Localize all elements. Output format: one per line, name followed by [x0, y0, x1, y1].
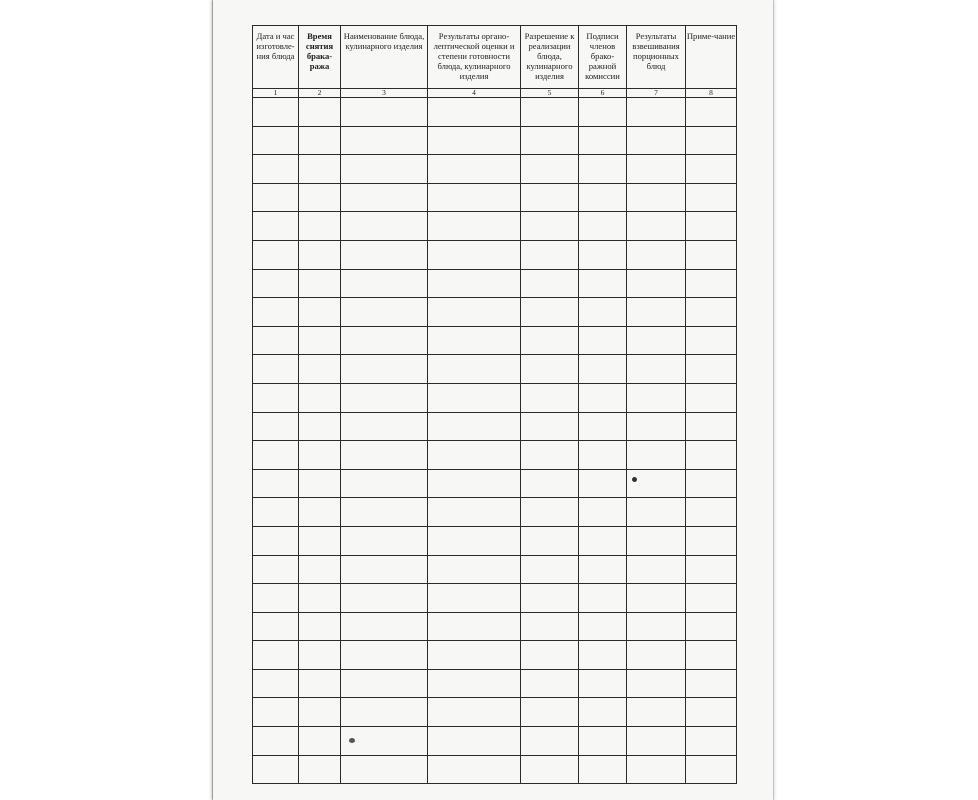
empty-cell [299, 155, 341, 184]
empty-cell [686, 441, 737, 470]
empty-cell [299, 355, 341, 384]
empty-cell [521, 326, 579, 355]
empty-cell [253, 441, 299, 470]
empty-cell [428, 469, 521, 498]
journal-body [253, 98, 737, 784]
empty-cell [253, 669, 299, 698]
table-row [253, 98, 737, 127]
empty-cell [253, 641, 299, 670]
empty-cell [341, 412, 428, 441]
empty-cell [686, 240, 737, 269]
table-row [253, 641, 737, 670]
empty-cell [299, 183, 341, 212]
empty-cell [627, 212, 686, 241]
empty-cell [299, 383, 341, 412]
empty-cell [299, 584, 341, 613]
table-row [253, 526, 737, 555]
table-row [253, 698, 737, 727]
empty-cell [521, 584, 579, 613]
empty-cell [579, 269, 627, 298]
empty-cell [521, 641, 579, 670]
empty-cell [521, 727, 579, 756]
empty-cell [579, 240, 627, 269]
column-number: 2 [299, 89, 341, 98]
empty-cell [686, 183, 737, 212]
empty-cell [686, 355, 737, 384]
empty-cell [686, 469, 737, 498]
empty-cell [686, 326, 737, 355]
empty-cell [341, 240, 428, 269]
empty-cell [579, 441, 627, 470]
table-row [253, 555, 737, 584]
table-row [253, 727, 737, 756]
table-row [253, 355, 737, 384]
empty-cell [579, 412, 627, 441]
table-row [253, 383, 737, 412]
empty-cell [686, 155, 737, 184]
empty-cell [428, 641, 521, 670]
empty-cell [253, 584, 299, 613]
header-sale-permission: Разрешение к реализации блюда, кулинарного изделия [521, 26, 579, 89]
empty-cell [428, 412, 521, 441]
empty-cell [253, 155, 299, 184]
empty-cell [299, 126, 341, 155]
empty-cell [428, 183, 521, 212]
header-note: Приме-чание [686, 26, 737, 89]
empty-cell [627, 183, 686, 212]
empty-cell [579, 98, 627, 127]
column-number: 6 [579, 89, 627, 98]
empty-cell [428, 355, 521, 384]
empty-cell [341, 612, 428, 641]
empty-cell [521, 355, 579, 384]
empty-cell [341, 584, 428, 613]
empty-cell [253, 326, 299, 355]
empty-cell [521, 469, 579, 498]
empty-cell [341, 469, 428, 498]
empty-cell [686, 526, 737, 555]
empty-cell [428, 698, 521, 727]
empty-cell [253, 355, 299, 384]
empty-cell [428, 441, 521, 470]
empty-cell [299, 98, 341, 127]
empty-cell [428, 383, 521, 412]
empty-cell [579, 641, 627, 670]
empty-cell [579, 383, 627, 412]
table-row [253, 612, 737, 641]
empty-cell [579, 755, 627, 784]
empty-cell [428, 727, 521, 756]
empty-cell [521, 240, 579, 269]
empty-cell [299, 698, 341, 727]
empty-cell [299, 469, 341, 498]
empty-cell [341, 383, 428, 412]
empty-cell [686, 669, 737, 698]
empty-cell [299, 755, 341, 784]
table-row [253, 240, 737, 269]
empty-cell [341, 641, 428, 670]
empty-cell [521, 212, 579, 241]
empty-cell [627, 755, 686, 784]
table-row [253, 183, 737, 212]
empty-cell [579, 298, 627, 327]
empty-cell [428, 584, 521, 613]
empty-cell [686, 498, 737, 527]
empty-cell [341, 755, 428, 784]
page-right-edge [773, 0, 774, 800]
empty-cell [521, 126, 579, 155]
empty-cell [428, 298, 521, 327]
empty-cell [579, 727, 627, 756]
table-row [253, 298, 737, 327]
empty-cell [627, 355, 686, 384]
empty-cell [521, 669, 579, 698]
empty-cell [579, 326, 627, 355]
empty-cell [299, 669, 341, 698]
empty-cell [686, 612, 737, 641]
table-row [253, 326, 737, 355]
empty-cell [299, 441, 341, 470]
empty-cell [521, 555, 579, 584]
empty-cell [521, 155, 579, 184]
table-row [253, 755, 737, 784]
table-row [253, 669, 737, 698]
empty-cell [253, 612, 299, 641]
empty-cell [341, 526, 428, 555]
empty-cell [253, 298, 299, 327]
empty-cell [686, 298, 737, 327]
column-number-row [253, 89, 737, 98]
empty-cell [627, 669, 686, 698]
empty-cell [341, 126, 428, 155]
empty-cell [299, 555, 341, 584]
empty-cell [341, 669, 428, 698]
empty-cell [579, 155, 627, 184]
empty-cell [341, 269, 428, 298]
empty-cell [627, 298, 686, 327]
header-dish-name: Наименование блюда, кулинарного изделия [341, 26, 428, 89]
empty-cell [627, 126, 686, 155]
empty-cell [627, 727, 686, 756]
table-row [253, 212, 737, 241]
empty-cell [521, 441, 579, 470]
empty-cell [341, 441, 428, 470]
table-row [253, 441, 737, 470]
empty-cell [579, 669, 627, 698]
empty-cell [253, 240, 299, 269]
empty-cell [579, 698, 627, 727]
empty-cell [428, 669, 521, 698]
empty-cell [627, 412, 686, 441]
empty-cell [299, 612, 341, 641]
empty-cell [686, 212, 737, 241]
empty-cell [428, 98, 521, 127]
ink-speck [632, 477, 637, 482]
empty-cell [686, 584, 737, 613]
empty-cell [579, 183, 627, 212]
header-row [253, 26, 737, 89]
header-removal-time: Время снятия брака-ража [299, 26, 341, 89]
empty-cell [253, 212, 299, 241]
empty-cell [521, 698, 579, 727]
empty-cell [428, 155, 521, 184]
empty-cell [686, 641, 737, 670]
empty-cell [627, 269, 686, 298]
empty-cell [521, 526, 579, 555]
empty-cell [521, 412, 579, 441]
empty-cell [341, 212, 428, 241]
header-weighing-results: Результаты взвешивания порционных блюд [627, 26, 686, 89]
empty-cell [686, 126, 737, 155]
empty-cell [579, 526, 627, 555]
empty-cell [686, 383, 737, 412]
empty-cell [627, 555, 686, 584]
empty-cell [521, 383, 579, 412]
empty-cell [579, 126, 627, 155]
empty-cell [428, 526, 521, 555]
empty-cell [579, 355, 627, 384]
empty-cell [253, 269, 299, 298]
column-number: 8 [686, 89, 737, 98]
empty-cell [253, 469, 299, 498]
empty-cell [299, 641, 341, 670]
empty-cell [341, 355, 428, 384]
empty-cell [253, 755, 299, 784]
empty-cell [299, 212, 341, 241]
empty-cell [299, 412, 341, 441]
empty-cell [253, 498, 299, 527]
empty-cell [299, 240, 341, 269]
empty-cell [253, 383, 299, 412]
header-date-time: Дата и час изготовле-ния блюда [253, 26, 299, 89]
empty-cell [299, 326, 341, 355]
empty-cell [686, 698, 737, 727]
empty-cell [627, 641, 686, 670]
table-row [253, 412, 737, 441]
empty-cell [428, 240, 521, 269]
empty-cell [579, 555, 627, 584]
empty-cell [579, 469, 627, 498]
empty-cell [627, 326, 686, 355]
empty-cell [253, 698, 299, 727]
empty-cell [686, 755, 737, 784]
empty-cell [428, 555, 521, 584]
empty-cell [428, 326, 521, 355]
table-row [253, 584, 737, 613]
empty-cell [341, 183, 428, 212]
column-number: 4 [428, 89, 521, 98]
empty-cell [521, 498, 579, 527]
empty-cell [253, 412, 299, 441]
empty-cell [521, 298, 579, 327]
empty-cell [627, 498, 686, 527]
empty-cell [428, 212, 521, 241]
empty-cell [579, 612, 627, 641]
table-row [253, 498, 737, 527]
empty-cell [627, 584, 686, 613]
ink-speck [349, 738, 355, 743]
table-row [253, 155, 737, 184]
empty-cell [299, 269, 341, 298]
empty-cell [627, 469, 686, 498]
header-commission-signatures: Подписи членов брако-ражной комиссии [579, 26, 627, 89]
empty-cell [428, 612, 521, 641]
empty-cell [627, 612, 686, 641]
empty-cell [341, 698, 428, 727]
empty-cell [341, 326, 428, 355]
column-number: 7 [627, 89, 686, 98]
empty-cell [253, 126, 299, 155]
empty-cell [686, 269, 737, 298]
empty-cell [686, 555, 737, 584]
empty-cell [341, 98, 428, 127]
empty-cell [627, 698, 686, 727]
empty-cell [253, 555, 299, 584]
empty-cell [253, 98, 299, 127]
table-row [253, 126, 737, 155]
empty-cell [579, 212, 627, 241]
column-number: 3 [341, 89, 428, 98]
rejection-journal-table [252, 25, 737, 784]
empty-cell [579, 498, 627, 527]
column-number: 5 [521, 89, 579, 98]
empty-cell [627, 383, 686, 412]
empty-cell [341, 498, 428, 527]
empty-cell [521, 755, 579, 784]
empty-cell [521, 183, 579, 212]
header-organoleptic-results: Результаты органо-лептической оценки и степени готовности блюда, кулинарного изделия [428, 26, 521, 89]
empty-cell [686, 727, 737, 756]
empty-cell [341, 155, 428, 184]
empty-cell [299, 298, 341, 327]
empty-cell [627, 240, 686, 269]
empty-cell [299, 727, 341, 756]
empty-cell [521, 98, 579, 127]
column-number: 1 [253, 89, 299, 98]
empty-cell [627, 441, 686, 470]
table-row [253, 269, 737, 298]
empty-cell [627, 98, 686, 127]
empty-cell [253, 727, 299, 756]
empty-cell [299, 526, 341, 555]
empty-cell [428, 755, 521, 784]
empty-cell [579, 584, 627, 613]
empty-cell [686, 412, 737, 441]
empty-cell [521, 612, 579, 641]
empty-cell [341, 555, 428, 584]
table-row [253, 469, 737, 498]
empty-cell [627, 155, 686, 184]
empty-cell [627, 526, 686, 555]
empty-cell [299, 498, 341, 527]
empty-cell [428, 269, 521, 298]
empty-cell [341, 298, 428, 327]
empty-cell [253, 526, 299, 555]
empty-cell [428, 498, 521, 527]
empty-cell [521, 269, 579, 298]
empty-cell [686, 98, 737, 127]
empty-cell [428, 126, 521, 155]
empty-cell [253, 183, 299, 212]
